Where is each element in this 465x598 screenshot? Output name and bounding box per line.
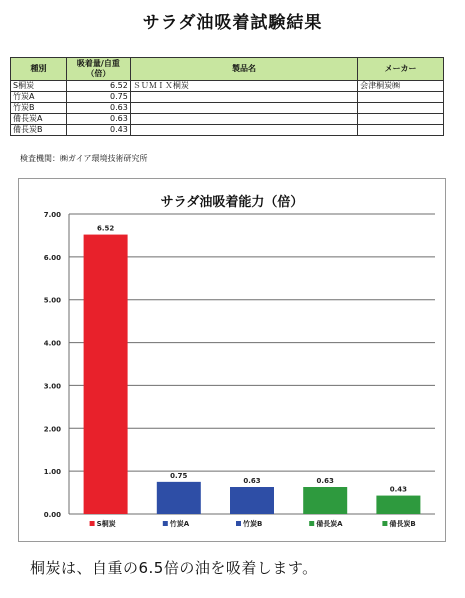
table-row — [11, 81, 444, 92]
cell-product — [130, 114, 357, 125]
cell-product — [130, 103, 357, 114]
legend-swatch — [163, 521, 168, 526]
legend-swatch — [382, 521, 387, 526]
category-label: 竹炭B — [243, 520, 263, 528]
bar — [376, 496, 420, 514]
data-label: 0.43 — [389, 485, 408, 494]
y-tick-label: 7.00 — [43, 211, 61, 219]
cell-type: 備長炭A — [11, 114, 67, 125]
table-row — [11, 92, 444, 103]
bar — [157, 482, 201, 514]
cell-value: 0.63 — [66, 114, 130, 125]
y-tick-label: 1.00 — [43, 468, 61, 477]
category-label: 備長炭B — [389, 520, 416, 528]
cell-product — [130, 125, 357, 136]
bar-chart — [19, 179, 445, 541]
cell-type: 竹炭A — [11, 92, 67, 103]
bar — [303, 487, 347, 514]
header-value: 吸着量/自重 （倍） — [66, 58, 130, 81]
cell-type: S桐炭 — [11, 81, 67, 92]
data-label: 0.63 — [316, 477, 334, 485]
legend-swatch — [90, 521, 95, 526]
data-label: 6.52 — [96, 224, 115, 233]
cell-type: 備長炭B — [11, 125, 67, 136]
bar — [230, 487, 274, 514]
table-row — [11, 103, 444, 114]
cell-value: 6.52 — [66, 81, 130, 92]
y-tick-label: 2.00 — [43, 425, 61, 434]
category-label: 備長炭A — [316, 520, 343, 528]
legend-swatch — [309, 521, 314, 526]
cell-maker — [358, 92, 444, 103]
cell-maker — [358, 125, 444, 136]
y-tick-label: 6.00 — [43, 253, 61, 262]
table-header-row — [11, 58, 444, 81]
header-maker: メーカー — [358, 58, 444, 81]
cell-value: 0.43 — [66, 125, 130, 136]
cell-product: ＳＵＭＩＸ桐炭 — [130, 81, 357, 92]
data-label: 0.63 — [243, 477, 261, 485]
cell-value: 0.75 — [66, 92, 130, 103]
caption: 桐炭は、自重の6.5倍の油を吸着します。 — [30, 559, 318, 577]
cell-maker — [358, 114, 444, 125]
cell-value: 0.63 — [66, 103, 130, 114]
bar — [84, 235, 128, 514]
cell-product — [130, 92, 357, 103]
table-row — [11, 114, 444, 125]
y-tick-label: 4.00 — [43, 339, 61, 348]
cell-maker — [358, 103, 444, 114]
testing-agency: 検査機関：㈱ガイア環境技術研究所 — [20, 154, 148, 163]
table-row — [11, 125, 444, 136]
y-tick-label: 5.00 — [43, 296, 61, 305]
data-label: 0.75 — [170, 471, 188, 480]
y-tick-label: 3.00 — [43, 382, 61, 391]
chart-panel — [18, 178, 446, 542]
cell-type: 竹炭B — [11, 103, 67, 114]
category-label: S桐炭 — [96, 520, 116, 528]
chart-title: サラダ油吸着能力（倍） — [160, 195, 304, 210]
category-label: 竹炭A — [169, 520, 190, 528]
header-type: 種別 — [11, 58, 67, 81]
y-tick-label: 0.00 — [43, 511, 61, 519]
results-table — [10, 57, 444, 136]
legend-swatch — [236, 521, 241, 526]
cell-maker: 会津桐炭㈱ — [358, 81, 444, 92]
page-title: サラダ油吸着試験結果 — [142, 13, 323, 33]
header-product: 製品名 — [130, 58, 357, 81]
